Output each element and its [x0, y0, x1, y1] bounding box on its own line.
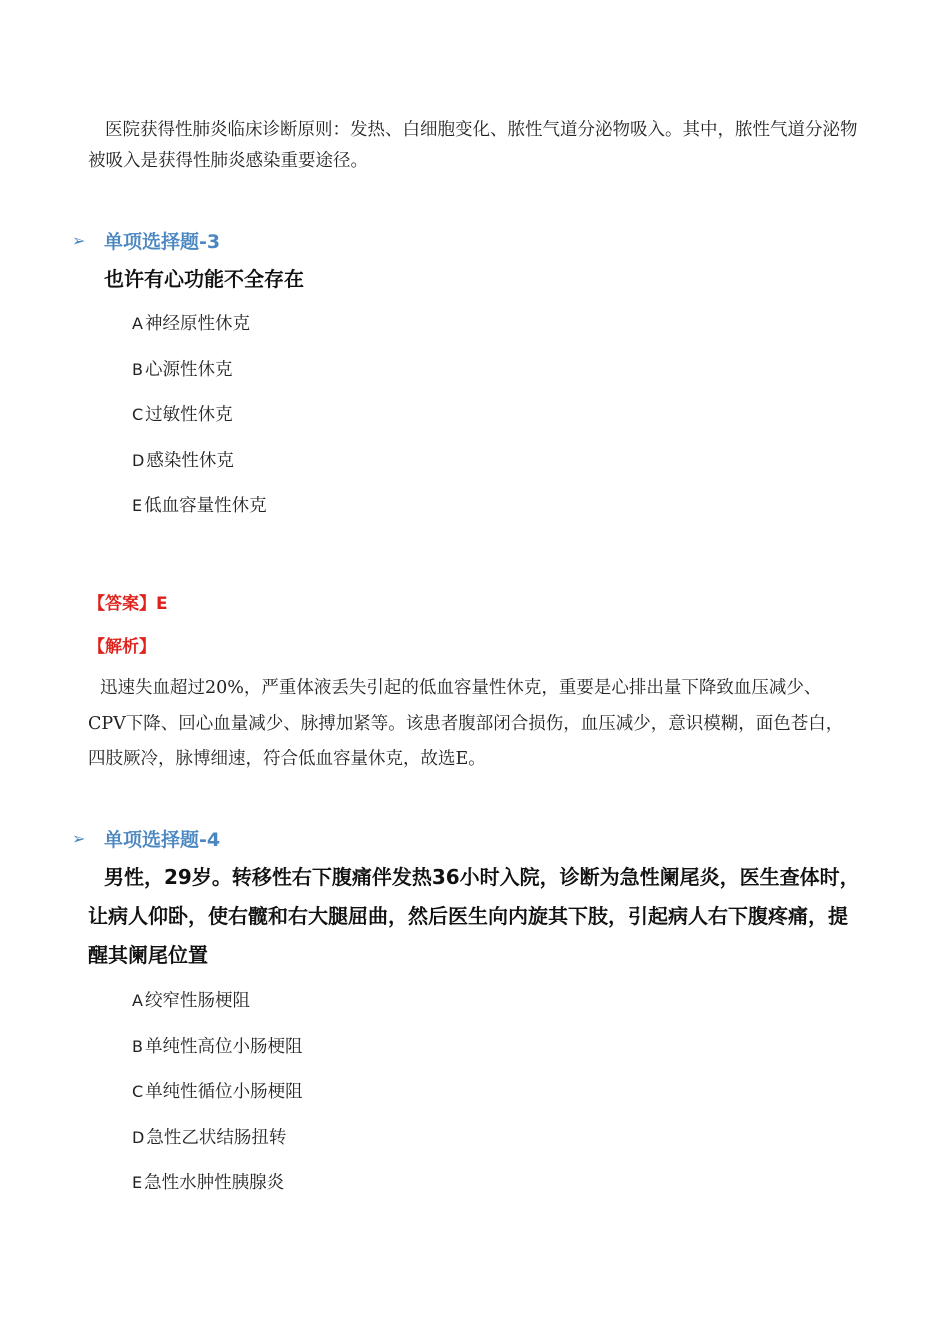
answer-label: 【答案】E — [88, 594, 168, 614]
question-3-heading — [72, 225, 220, 255]
option-b: B 单纯性高位小肠梗阻 — [132, 1036, 303, 1057]
question-3-stem: 也许有心功能不全存在 — [104, 267, 304, 291]
arrow-bullet-icon: ➢ — [72, 230, 86, 250]
question-3-options — [132, 311, 267, 539]
option-a: A 绞窄性肠梗阻 — [132, 991, 250, 1011]
option-b: B 心源性休克 — [132, 359, 233, 380]
option-e: E 急性水肿性胰腺炎 — [132, 1173, 285, 1193]
option-d: D 感染性休克 — [132, 450, 234, 471]
option-d: D 急性乙状结肠扭转 — [132, 1127, 287, 1148]
question-4-heading — [72, 823, 220, 853]
arrow-bullet-icon: ➢ — [72, 828, 86, 848]
question-4-stem: 男性，29岁。转移性右下腹痛伴发热36小时入院，诊断为急性阑尾炎，医生查体时，让病人仰卧，使右髋和右大腿屈曲，然后医生向内旋其下肢，引起病人右下腹疼痛，提醒其阑尾位置 — [88, 865, 860, 967]
option-c: C 单纯性循位小肠梗阻 — [132, 1082, 303, 1102]
intro-paragraph: 医院获得性肺炎临床诊断原则：发热、白细胞变化、脓性气道分泌物吸入。其中，脓性气道分泌物被吸入是获得性肺炎感染重要途径。 — [88, 120, 858, 171]
question-3-title: 单项选择题-3 — [104, 230, 221, 253]
option-e: E 低血容量性休克 — [132, 496, 267, 516]
option-c: C 过敏性休克 — [132, 405, 233, 425]
option-a: A 神经原性休克 — [132, 314, 250, 334]
analysis-paragraph: 迅速失血超过20%，严重体液丢失引起的低血容量性休克，重要是心排出量下降致血压减少、CPV下降、回心血量减少、脉搏加紧等。该患者腹部闭合损伤，血压减少，意识模糊，面色苍白，四肢厥冷，脉博细速，符合低血容量休克，故选E。 — [88, 678, 844, 769]
analysis-label: 【解析】 — [88, 637, 156, 657]
question-4-options — [132, 988, 303, 1216]
question-4-title: 单项选择题-4 — [104, 828, 221, 851]
